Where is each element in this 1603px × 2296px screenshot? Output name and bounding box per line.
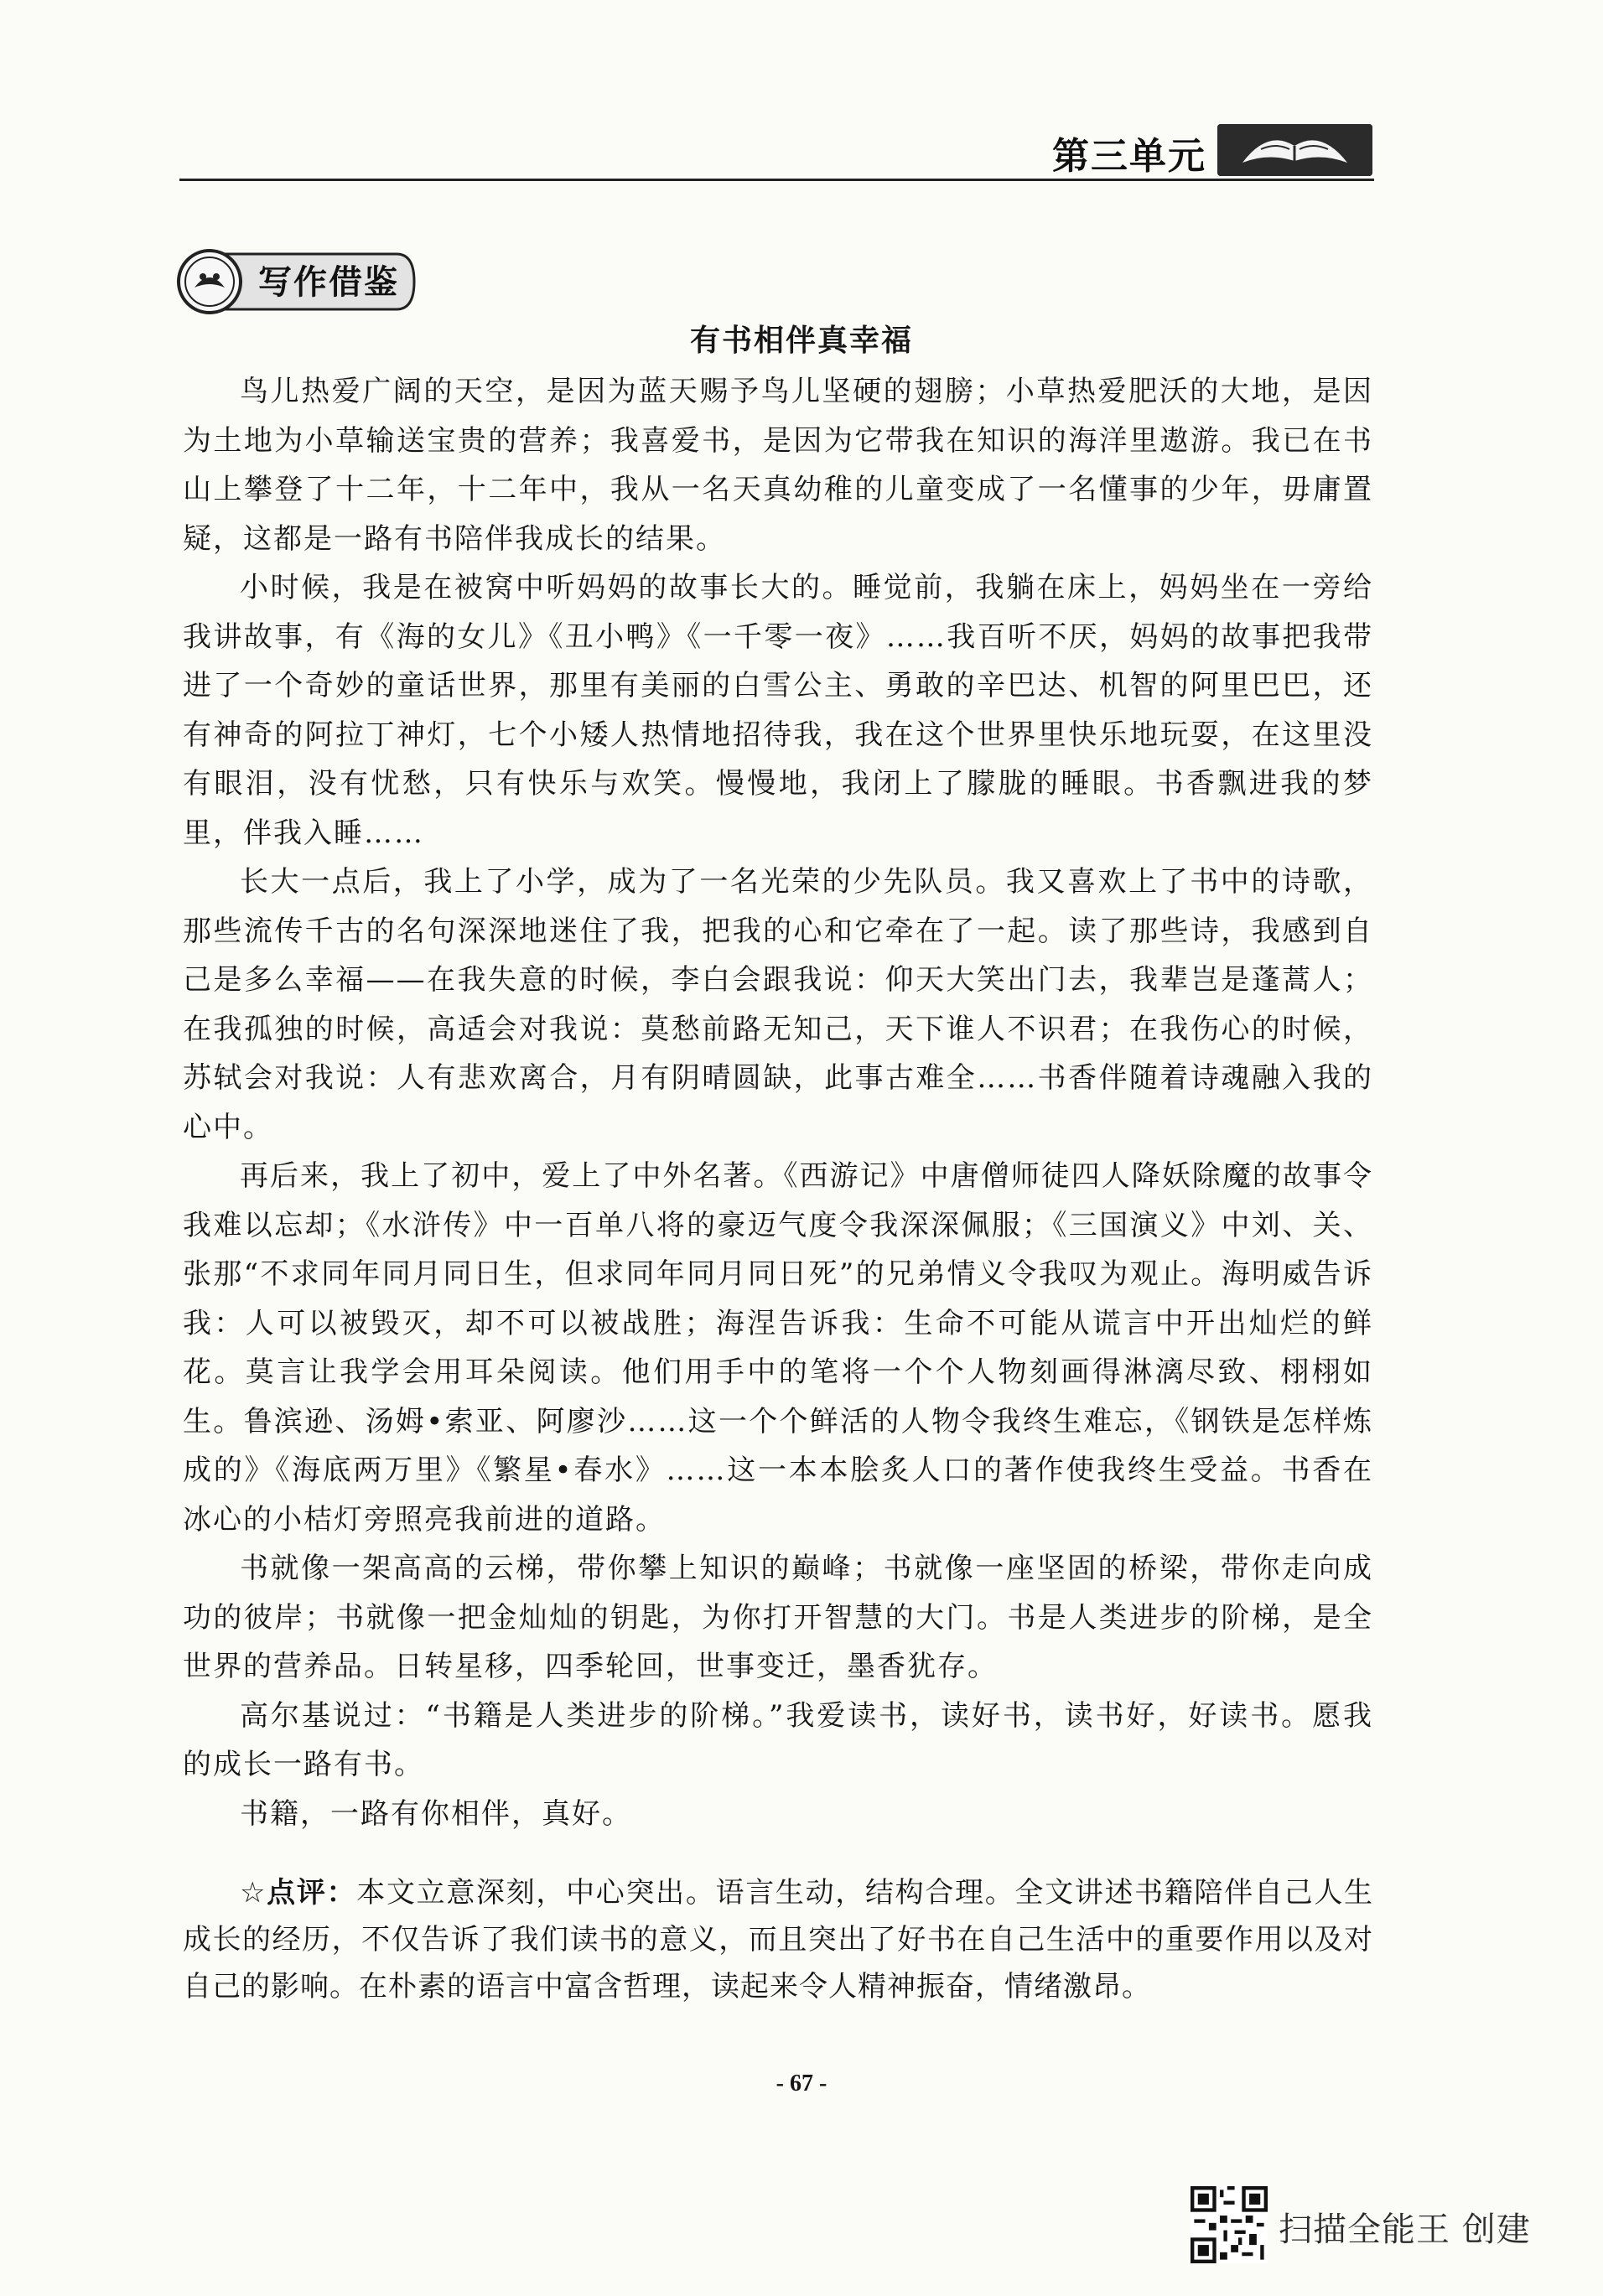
commentary-text: 本文立意深刻，中心突出。语言生动，结构合理。全文讲述书籍陪伴自己人生成长的经历，不仅告诉了我们读书的意义，而且突出了好书在自己生活中的重要作用以及对自己的影响。在朴素的语言中富含哲理，读起来令人精神振奋，情绪激昂。 xyxy=(183,1876,1374,2003)
paragraph: 书就像一架高高的云梯，带你攀上知识的巅峰；书就像一座坚固的桥梁，带你走向成功的彼岸；书就像一把金灿灿的钥匙，为你打开智慧的大门。书是人类进步的阶梯，是全世界的营养品。日转星移，四季轮回，世事变迁，墨香犹存。 xyxy=(183,1552,1373,1683)
book-logo-icon xyxy=(1217,124,1372,176)
article-title: 有书相伴真幸福 xyxy=(689,324,913,358)
header-divider xyxy=(179,179,1374,181)
watermark-text: 扫描全能王 创建 xyxy=(1279,2210,1531,2249)
section-label: 写作借鉴 xyxy=(258,263,399,302)
paragraph: 长大一点后，我上了小学，成为了一名光荣的少先队员。我又喜欢上了书中的诗歌，那些流传千古的名句深深地迷住了我，把我的心和它牵在了一起。读了那些诗，我感到自己是多么幸福——在我失意的时候，李白会跟我说：仰天大笑出门去，我辈岂是蓬蒿人；在我孤独的时候，高适会对我说：莫愁前路无知己，天下谁人不识君；在我伤心的时候，苏轼会对我说：人有悲欢离合，月有阴晴圆缺，此事古难全……书香伴随着诗魂融入我的心中。 xyxy=(183,865,1373,1144)
paragraph: 鸟儿热爱广阔的天空，是因为蓝天赐予鸟儿坚硬的翅膀；小草热爱肥沃的大地，是因为土地为小草输送宝贵的营养；我喜爱书，是因为它带我在知识的海洋里遨游。我已在书山上攀登了十二年，十二年中，我从一名天真幼稚的儿童变成了一名懂事的少年，毋庸置疑，这都是一路有书陪伴我成长的结果。 xyxy=(183,375,1373,556)
paragraph: 小时候，我是在被窝中听妈妈的故事长大的。睡觉前，我躺在床上，妈妈坐在一旁给我讲故事，有《海的女儿》《丑小鸭》《一千零一夜》……我百听不厌，妈妈的故事把我带进了一个奇妙的童话世界，那里有美丽的白雪公主、勇敢的辛巴达、机智的阿里巴巴，还有神奇的阿拉丁神灯，七个小矮人热情地招待我，我在这个世界里快乐地玩耍，在这里没有眼泪，没有忧愁，只有快乐与欢笑。慢慢地，我闭上了朦胧的睡眼。书香飘进我的梦里，伴我入睡…… xyxy=(183,571,1373,850)
paragraph: 书籍，一路有你相伴，真好。 xyxy=(240,1796,632,1831)
paragraph: 再后来，我上了初中，爱上了中外名著。《西游记》中唐僧师徒四人降妖除魔的故事令我难以忘却；《水浒传》中一百单八将的豪迈气度令我深深佩服；《三国演义》中刘、关、张那“不求同年同月同日生，但求同年同月同日死”的兄弟情义令我叹为观止。海明威告诉我：人可以被毁灭，却不可以被战胜；海涅告诉我：生命不可能从谎言中开出灿烂的鲜花。莫言让我学会用耳朵阅读。他们用手中的笔将一个个人物刻画得淋漓尽致、栩栩如生。鲁滨逊、汤姆•索亚、阿廖沙……这一个个鲜活的人物令我终生难忘，《钢铁是怎样炼成的》《海底两万里》《繁星•春水》……这一本本脍炙人口的著作使我终生受益。书香在冰心的小桔灯旁照亮我前进的道路。 xyxy=(183,1159,1373,1537)
paragraph: 高尔基说过：“书籍是人类进步的阶梯。”我爱读书，读好书，读书好，好读书。愿我的成长一路有书。 xyxy=(183,1698,1373,1781)
page-number: - 67 - xyxy=(776,2071,827,2096)
qr-code-icon xyxy=(1191,2186,1268,2263)
article-body xyxy=(183,367,1373,1838)
unit-title: 第三单元 xyxy=(1052,135,1206,178)
commentary-label: ☆点评： xyxy=(240,1876,357,1910)
commentary xyxy=(183,1869,1373,2010)
